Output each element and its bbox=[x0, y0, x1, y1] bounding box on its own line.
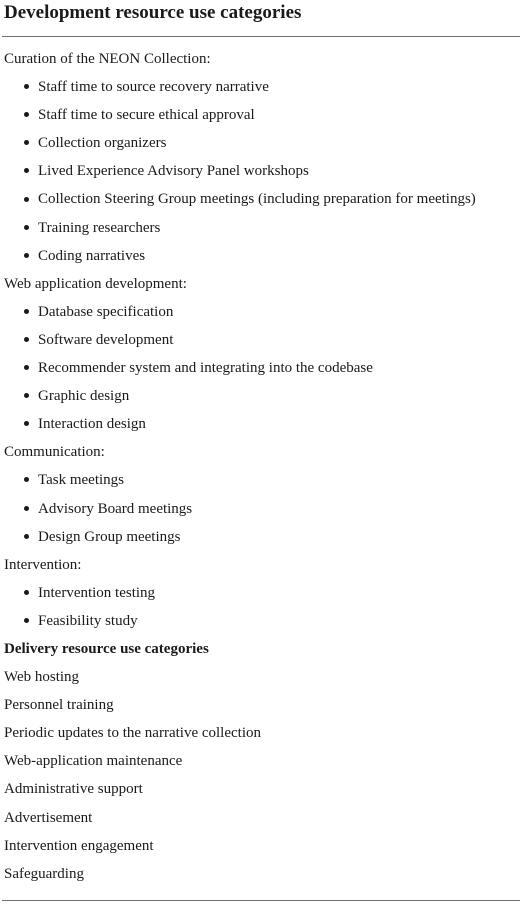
list-item bbox=[0, 466, 522, 494]
list-item bbox=[0, 185, 522, 213]
group-list bbox=[0, 298, 522, 438]
list-item bbox=[0, 354, 522, 382]
list-item bbox=[0, 579, 522, 607]
group-list bbox=[0, 466, 522, 550]
list-item-label: Design Group meetings bbox=[38, 528, 181, 545]
group-title: Curation of the NEON Collection: bbox=[4, 51, 211, 67]
bottom-spacer bbox=[0, 888, 522, 900]
list-item bbox=[0, 157, 522, 185]
delivery-section-title: Delivery resource use categories bbox=[4, 640, 209, 657]
development-section bbox=[0, 45, 522, 635]
bullet-icon bbox=[24, 421, 29, 426]
list-item-label: Feasibility study bbox=[38, 612, 138, 629]
bullet-icon bbox=[24, 140, 29, 145]
delivery-item: Administrative support bbox=[4, 781, 143, 798]
list-item-label: Training researchers bbox=[38, 219, 161, 236]
delivery-item: Personnel training bbox=[4, 697, 114, 714]
list-item-label: Task meetings bbox=[38, 472, 125, 489]
list-item-label: Coding narratives bbox=[38, 247, 146, 264]
list-item-label: Staff time to source recovery narrative bbox=[38, 79, 269, 96]
bullet-icon bbox=[24, 112, 29, 117]
top-spacer bbox=[0, 37, 522, 45]
list-item bbox=[0, 73, 522, 101]
bullet-icon bbox=[24, 253, 29, 258]
footer-rule bbox=[2, 900, 520, 901]
bullet-icon bbox=[24, 225, 29, 230]
list-item-label: Recommender system and integrating into the codebase bbox=[38, 360, 373, 377]
list-item-label: Graphic design bbox=[38, 388, 130, 405]
list-item bbox=[0, 326, 522, 354]
list-item bbox=[0, 101, 522, 129]
bullet-icon bbox=[24, 477, 29, 482]
delivery-item: Periodic updates to the narrative collection bbox=[4, 725, 261, 742]
list-item bbox=[0, 607, 522, 635]
bullet-icon bbox=[24, 337, 29, 342]
delivery-item: Intervention engagement bbox=[4, 837, 154, 854]
group-title: Intervention: bbox=[4, 556, 82, 573]
bullet-icon bbox=[24, 197, 29, 202]
bullet-icon bbox=[24, 590, 29, 595]
delivery-item: Web hosting bbox=[4, 669, 80, 686]
bullet-icon bbox=[24, 506, 29, 511]
delivery-item: Advertisement bbox=[4, 809, 93, 826]
list-item-label: Database specification bbox=[38, 303, 174, 320]
list-item-label: Collection Steering Group meetings (including preparation for meetings) bbox=[38, 191, 476, 208]
bullet-icon bbox=[24, 168, 29, 173]
group-title: Web application development: bbox=[4, 275, 187, 292]
bullet-icon bbox=[24, 618, 29, 623]
list-item-label: Intervention testing bbox=[38, 584, 156, 601]
list-item bbox=[0, 214, 522, 242]
bullet-icon bbox=[24, 309, 29, 314]
list-item bbox=[0, 129, 522, 157]
list-item bbox=[0, 410, 522, 438]
delivery-item: Safeguarding bbox=[4, 865, 84, 882]
list-item bbox=[0, 495, 522, 523]
list-item-label: Staff time to secure ethical approval bbox=[38, 107, 255, 124]
list-item bbox=[0, 298, 522, 326]
list-item bbox=[0, 523, 522, 551]
group-title: Communication: bbox=[4, 444, 105, 461]
list-item-label: Collection organizers bbox=[38, 135, 167, 152]
delivery-item: Web-application maintenance bbox=[4, 753, 183, 770]
bullet-icon bbox=[24, 534, 29, 539]
list-item bbox=[0, 242, 522, 270]
group-list bbox=[0, 579, 522, 635]
bullet-icon bbox=[24, 84, 29, 89]
list-item bbox=[0, 382, 522, 410]
delivery-section bbox=[0, 663, 522, 888]
list-item-label: Software development bbox=[38, 331, 174, 348]
table-header: Development resource use categories bbox=[4, 2, 302, 23]
bullet-icon bbox=[24, 393, 29, 398]
list-item-label: Interaction design bbox=[38, 416, 146, 433]
list-item-label: Advisory Board meetings bbox=[38, 500, 193, 517]
group-list bbox=[0, 73, 522, 270]
list-item-label: Lived Experience Advisory Panel workshops bbox=[38, 163, 309, 180]
bullet-icon bbox=[24, 365, 29, 370]
